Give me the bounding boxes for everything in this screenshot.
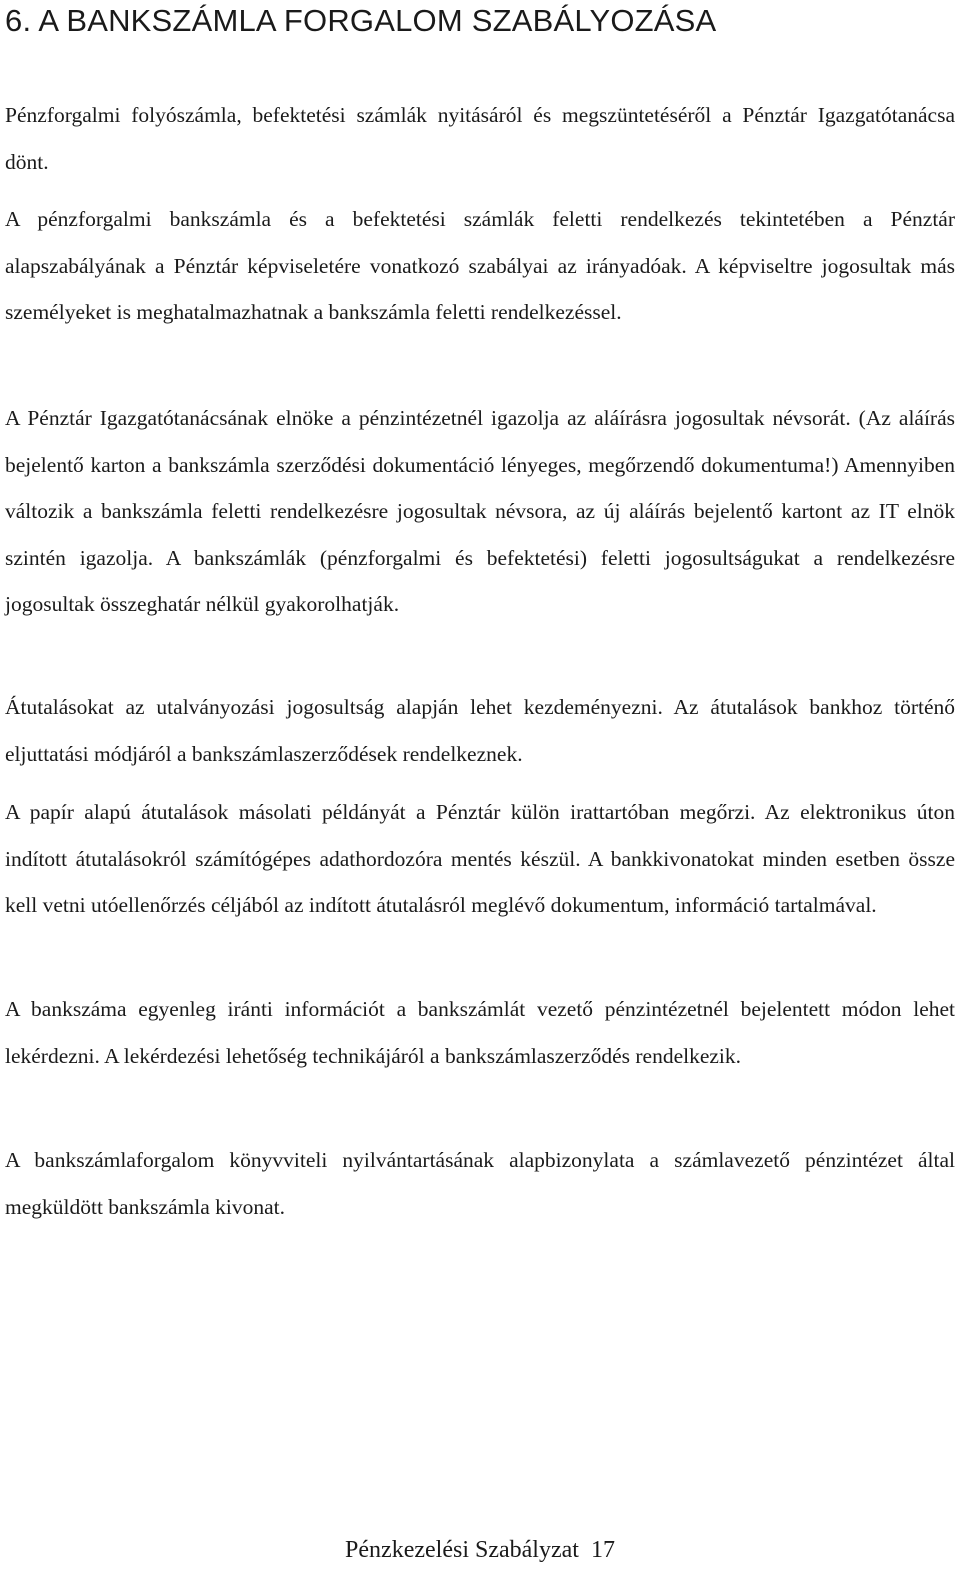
paragraph-balance-query: A bankszáma egyenleg iránti információt a bankszámlát vezető pénzintézetnél bejelentett módon lehet lekérdezni. A lekérdezési lehetőség technikájáról a bankszámlaszerződés rendelkezik.	[5, 997, 955, 1068]
paragraph-account-opening: Pénzforgalmi folyószámla, befektetési számlák nyitásáról és megszüntetéséről a Pénztár Igazgatótanácsa dönt.	[5, 103, 955, 174]
paragraph-transfer-records: A papír alapú átutalások másolati példányát a Pénztár külön irattartóban megőrzi. Az elektronikus úton indított átutalásokról számítógépes adathordozóra mentés készül. A bankkivonatokat minden esetben össze kell vetni utóellenőrzés céljából az indított átutalásról meglévő dokumentum, információ tartalmával.	[5, 800, 955, 917]
page-title: 6. A BANKSZÁMLA FORGALOM SZABÁLYOZÁSA	[5, 3, 717, 38]
paragraph-account-disposal: A pénzforgalmi bankszámla és a befektetési számlák feletti rendelkezés tekintetében a Pénztár alapszabályának a Pénztár képviseletére vonatkozó szabályai az irányadóak. A képviseltre jogosultak más személyeket is meghatalmazhatnak a bankszámla feletti rendelkezéssel.	[5, 207, 955, 324]
paragraph-transfers: Átutalásokat az utalványozási jogosultság alapján lehet kezdeményezni. Az átutalások bankhoz történő eljuttatási módjáról a bankszámlaszerződések rendelkeznek.	[5, 695, 955, 766]
paragraph-bank-statement: A bankszámlaforgalom könyvviteli nyilvántartásának alapbizonylata a számlavezető pénzintézet által megküldött bankszámla kivonat.	[5, 1148, 955, 1219]
footer-title: Pénzkezelési Szabályzat	[345, 1537, 579, 1563]
page-footer	[0, 1532, 960, 1568]
page-number: 17	[590, 1537, 615, 1563]
paragraph-signature-authorization: A Pénztár Igazgatótanácsának elnöke a pénzintézetnél igazolja az aláírásra jogosultak névsorát. (Az aláírás bejelentő karton a bankszámla szerződési dokumentáció lényeges, megőrzendő dokumentuma!) Amennyiben változik a bankszámla feletti rendelkezésre jogosultak névsora, az új aláírás bejelentő kartont az IT elnök szintén igazolja. A bankszámlák (pénzforgalmi és befektetési) feletti jogosultságukat a rendelkezésre jogosultak összeghatár nélkül gyakorolhatják.	[5, 406, 955, 616]
